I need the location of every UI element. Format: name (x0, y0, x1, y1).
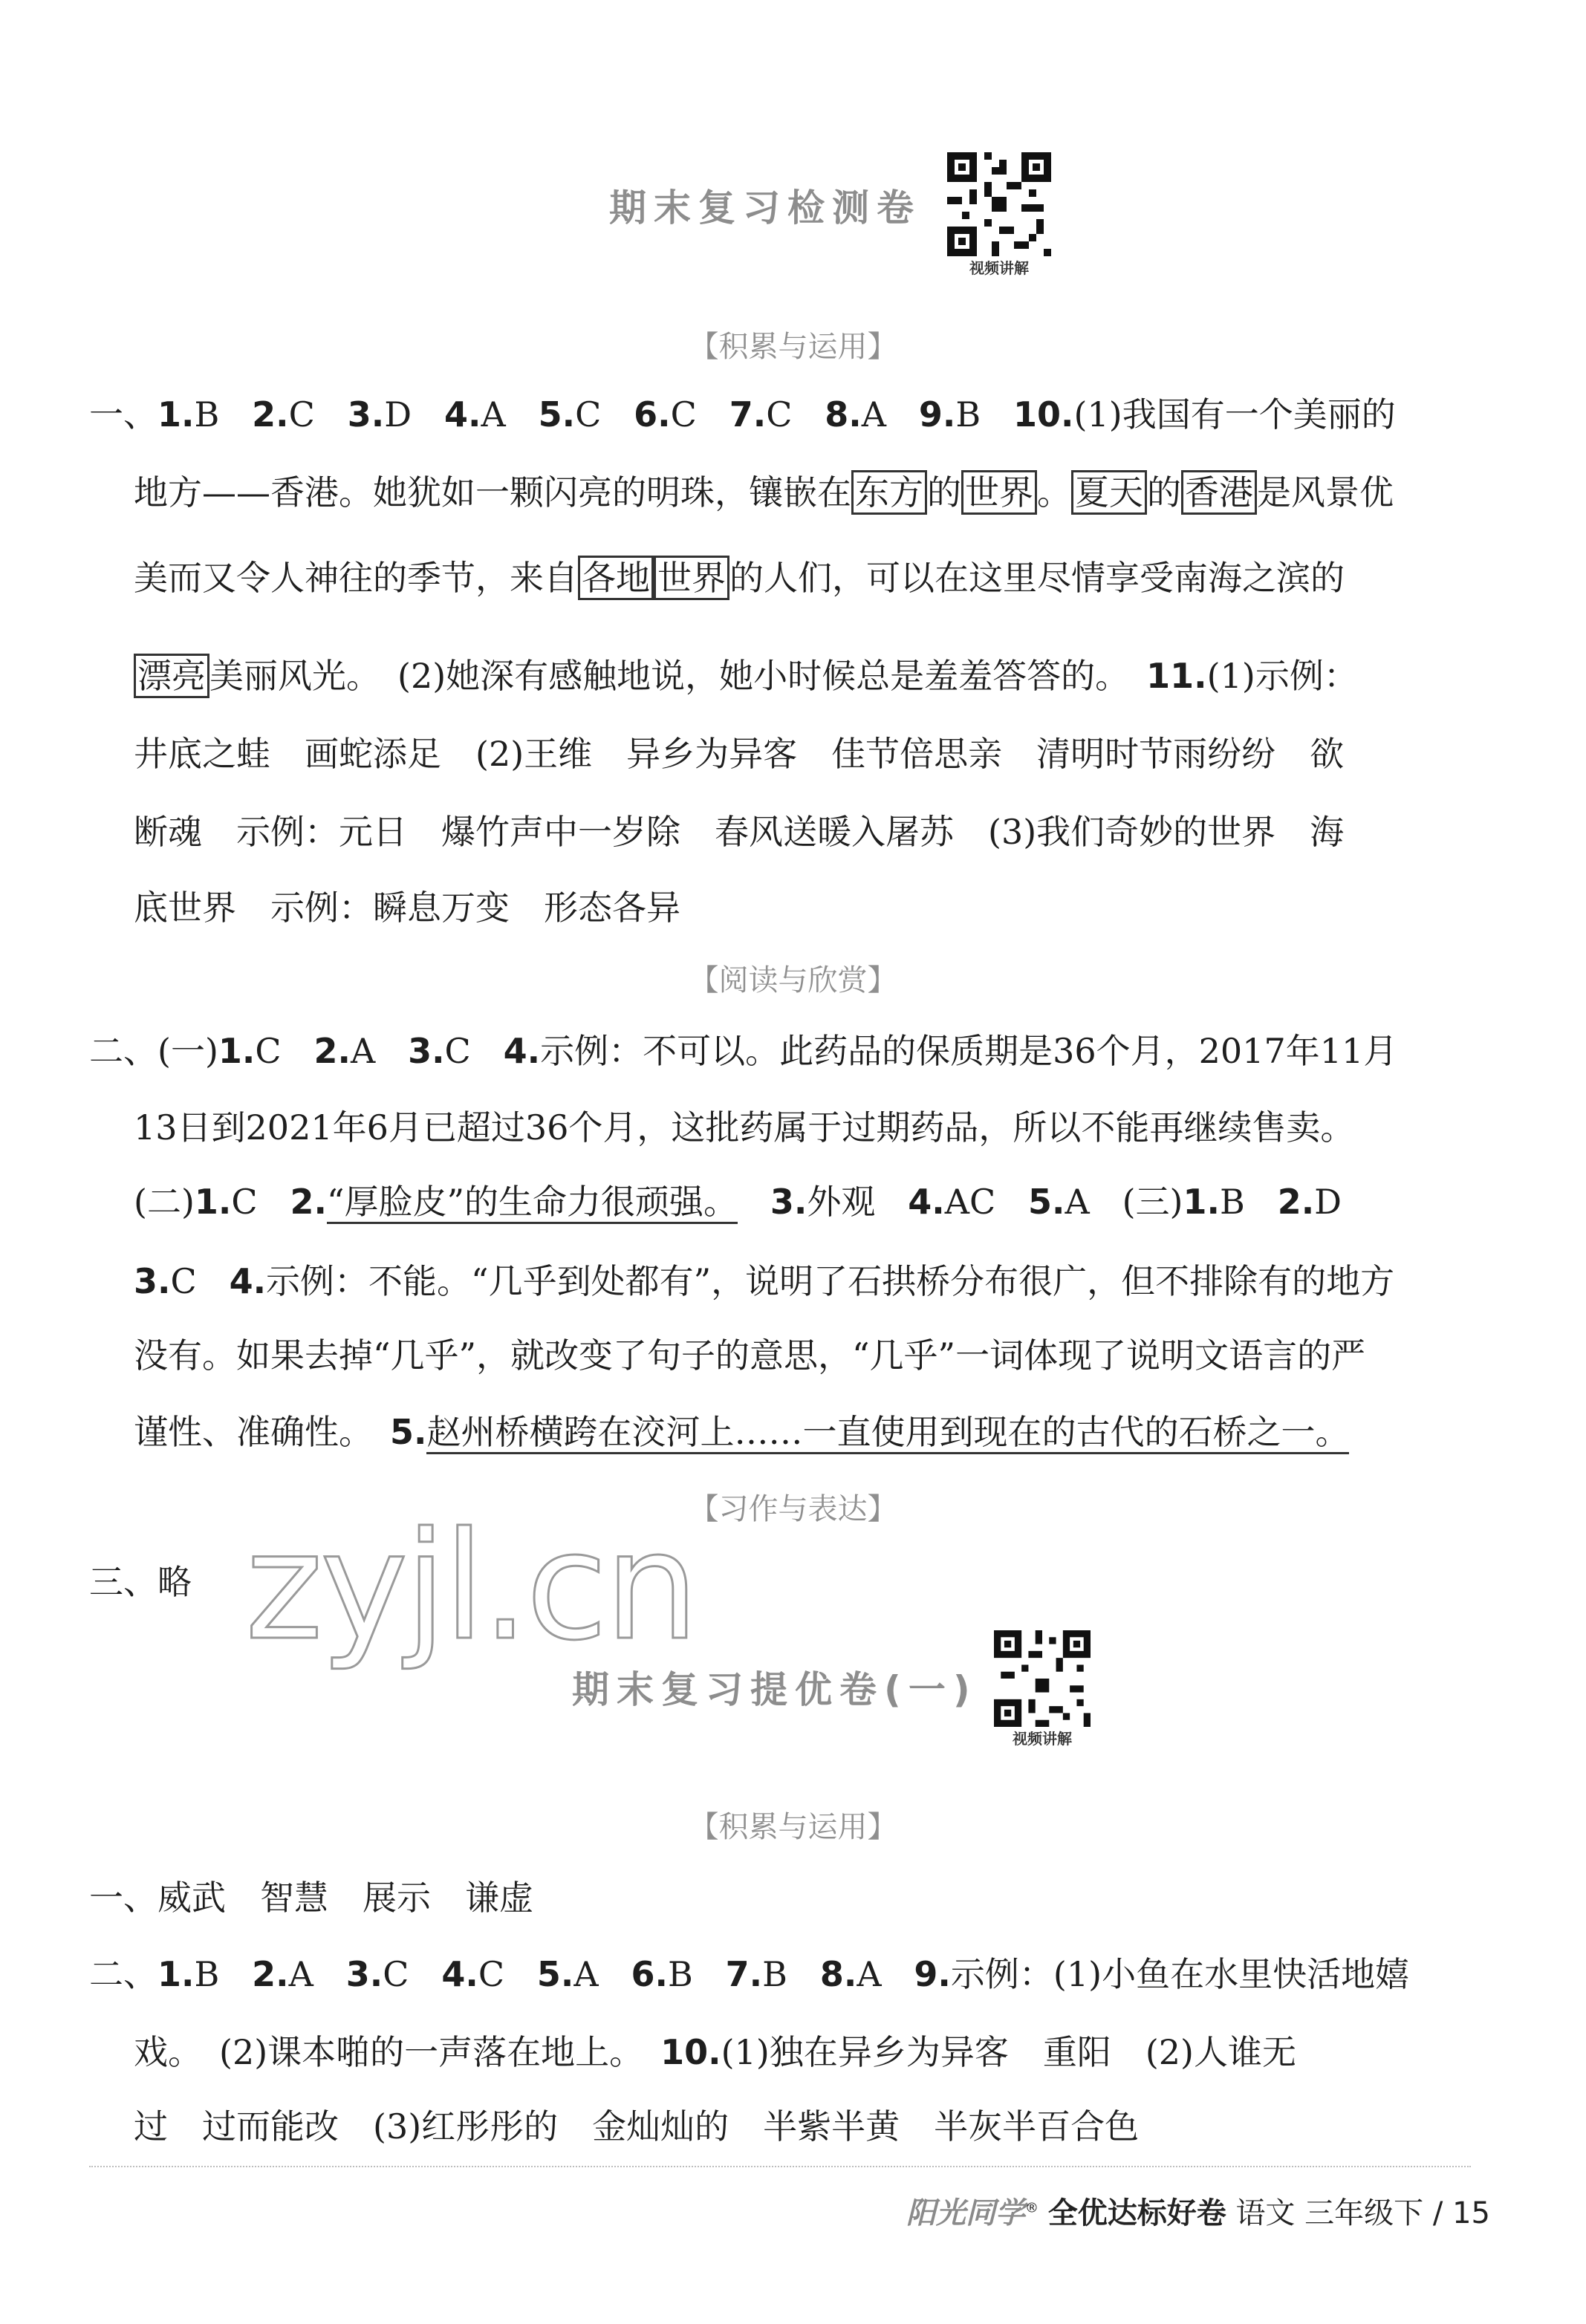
boxed-word: 漂亮 (134, 654, 209, 698)
qr-code-icon (994, 1630, 1091, 1727)
boxed-word: 各地 (578, 556, 654, 600)
watermark: zyjl.cn (245, 1500, 696, 1673)
answer-line: (二)1.C 2.“厚脸皮”的生命力很顽强。 3.外观 4.AC 5.A (三)1.B 2.D (134, 1179, 1342, 1224)
boxed-word: 夏天 (1071, 470, 1147, 515)
section-heading-jilei: 【积累与运用】 (689, 330, 897, 364)
underlined-text: “厚脸皮”的生命力很顽强。 (327, 1182, 738, 1224)
answer-line: 美而又令人神往的季节，来自 各地 世界 的人们，可以在这里尽情享受南海之滨的 (134, 556, 1345, 600)
qr-code-icon (947, 152, 1051, 256)
answer-line: 戏。 (2)课本啪的一声落在地上。 10.(1)独在异乡为异客 重阳 (2)人谁无 (134, 2032, 1296, 2072)
qr-caption: 视频讲解 (1013, 1730, 1072, 1748)
section-heading-jilei-2: 【积累与运用】 (689, 1810, 897, 1844)
section-heading-yuedu: 【阅读与欣赏】 (689, 963, 897, 997)
page-number: 15 (1452, 2196, 1490, 2230)
page-title-2: 期末复习提优卷(一) (572, 1668, 978, 1711)
answer-line: 漂亮 美丽风光。 (2)她深有感触地说，她小时候总是羞羞答答的。 11.(1)示例： (134, 654, 1358, 698)
section-heading-xizuo: 【习作与表达】 (689, 1492, 897, 1526)
answer-line: 底世界 示例：瞬息万变 形态各异 (134, 888, 680, 928)
answer-line: 三、略 (89, 1562, 192, 1602)
brand-logo: 阳光同学 (906, 2196, 1025, 2230)
qr-code-block-2[interactable] (994, 1630, 1091, 1748)
boxed-word: 香港 (1181, 470, 1257, 515)
answer-line: 谨性、准确性。 5.赵州桥横跨在洨河上……一直使用到现在的古代的石桥之一。 (134, 1410, 1349, 1454)
answer-line: 一、威武 智慧 展示 谦虚 (89, 1878, 533, 1918)
footer-divider (89, 2166, 1471, 2167)
answer-line: 二、(一)1.C 2.A 3.C 4.示例：不可以。此药品的保质期是36个月，2017年11月 (89, 1031, 1398, 1071)
answer-line: 一、1.B 2.C 3.D 4.A 5.C 6.C 7.C 8.A 9.B 10.(1)我国有一个美丽的 (89, 394, 1396, 434)
boxed-word: 世界 (654, 556, 729, 600)
qr-code-block[interactable] (947, 152, 1051, 278)
answer-line: 二、1.B 2.A 3.C 4.C 5.A 6.B 7.B 8.A 9.示例：(1)小鱼在水里快活地嬉 (89, 1954, 1410, 1994)
boxed-word: 世界 (961, 470, 1037, 515)
answer-line: 过 过而能改 (3)红彤彤的 金灿灿的 半紫半黄 半灰半百合色 (134, 2106, 1140, 2146)
answer-line: 13日到2021年6月已超过36个月，这批药属于过期药品，所以不能再继续售卖。 (134, 1107, 1355, 1148)
answer-line: 断魂 示例：元日 爆竹声中一岁除 春风送暖入屠苏 (3)我们奇妙的世界 海 (134, 812, 1345, 852)
qr-caption: 视频讲解 (969, 259, 1029, 277)
answer-line: 没有。如果去掉“几乎”，就改变了句子的意思，“几乎”一词体现了说明文语言的严 (134, 1335, 1366, 1376)
page-title: 期末复习检测卷 (609, 186, 921, 230)
answer-line: 井底之蛙 画蛇添足 (2)王维 异乡为异客 佳节倍思亲 清明时节雨纷纷 欲 (134, 734, 1345, 774)
boxed-word: 东方 (851, 470, 927, 515)
footer: 阳光同学® 全优达标好卷 语文 三年级下 / 15 (906, 2196, 1490, 2230)
answer-line: 地方——香港。她犹如一颗闪亮的明珠，镶嵌在 东方 的 世界 。 夏天 的 香港 是风景优 (134, 470, 1394, 515)
answer-line: 3.C 4.示例：不能。“几乎到处都有”，说明了石拱桥分布很广，但不排除有的地方 (134, 1261, 1395, 1301)
underlined-text: 赵州桥横跨在洨河上……一直使用到现在的古代的石桥之一。 (426, 1412, 1349, 1454)
